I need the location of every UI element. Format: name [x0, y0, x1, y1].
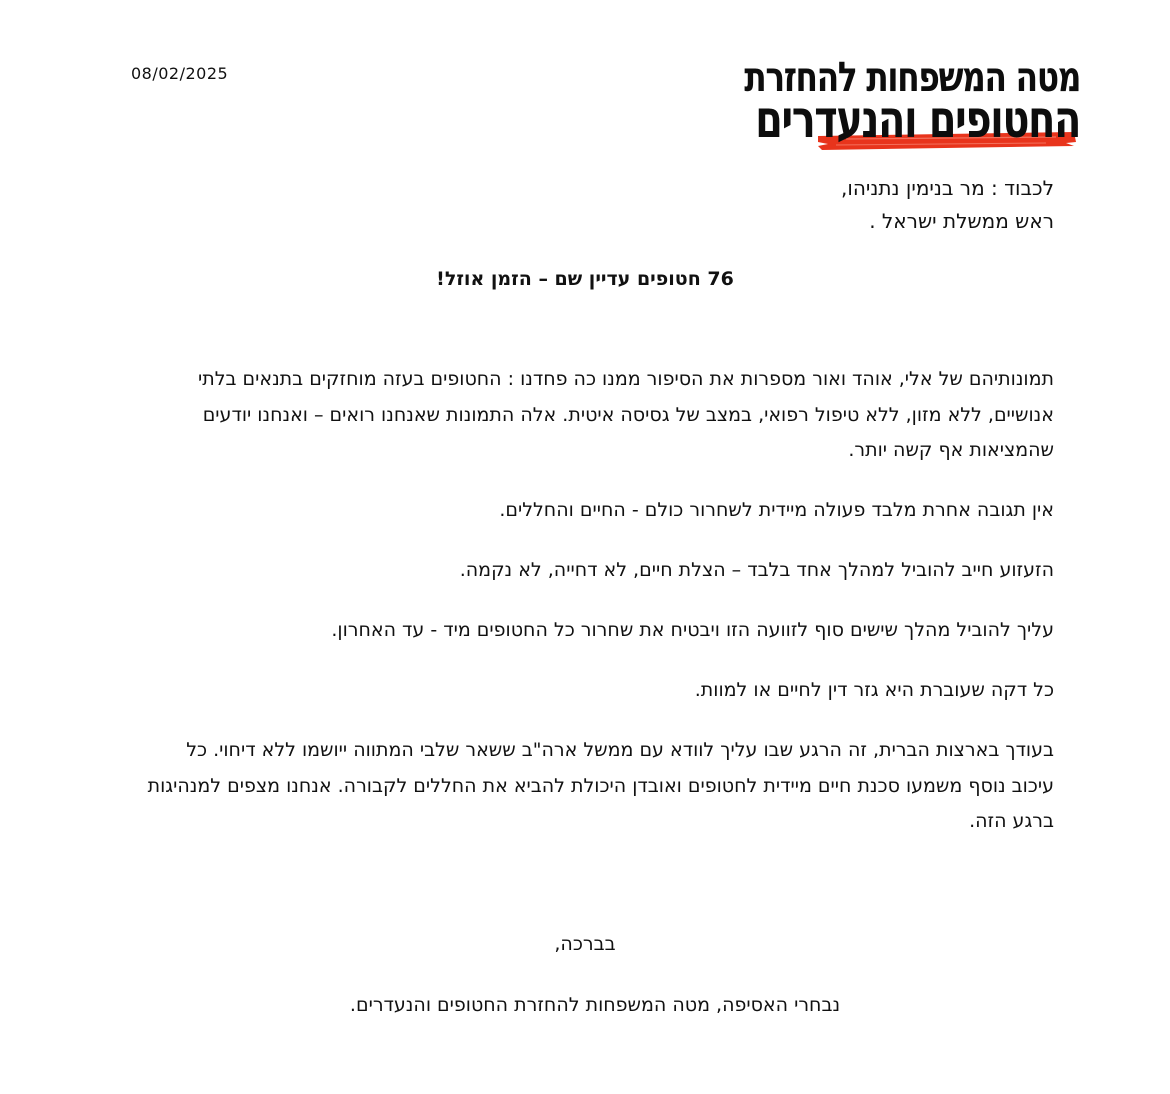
letter-title: 76 חטופים עדיין שם – הזמן אוזל! [436, 268, 734, 290]
logo-line-2: החטופים והנעדרים [755, 90, 1080, 150]
recipient-title: ראש ממשלת ישראל . [869, 209, 1054, 233]
logo-line-1: מטה המשפחות להחזרת [744, 52, 1080, 101]
letter-body [144, 362, 1054, 864]
body-paragraph: בעודך בארצות הברית, זה הרגע שבו עליך לוודא עם ממשל ארה"ב ששאר שלבי המתווה ייושמו ללא דיחוי. כל עיכוב נוסף משמעו סכנת חיים מיידית לחטופים ואובדן היכולת להביא את החללים לקבורה. אנחנו מצפים למנהיגות ברגע הזה. [147, 739, 1054, 832]
letter-date: 08/02/2025 [131, 64, 229, 83]
body-paragraph: אין תגובה אחרת מלבד פעולה מיידית לשחרור כולם - החיים והחללים. [499, 499, 1054, 521]
body-paragraph: תמונותיהם של אלי, אוהד ואור מספרות את הסיפור ממנו כה פחדנו : החטופים בעזה מוחזקים בתנאים בלתי אנושיים, ללא מזון, ללא טיפול רפואי, במצב של גסיסה איטית. אלה התמונות שאנחנו רואים – ואנחנו יודעים שהמציאות אף קשה יותר. [197, 368, 1054, 461]
recipient-name: לכבוד : מר בנימין נתניהו, [841, 176, 1054, 200]
body-paragraph: הזעזוע חייב להוביל למהלך אחד בלבד – הצלת חיים, לא דחייה, לא נקמה. [459, 559, 1054, 581]
body-paragraph: כל דקה שעוברת היא גזר דין לחיים או למוות. [694, 679, 1054, 701]
body-paragraph: עליך להוביל מהלך שישים סוף לזוועה הזו ויבטיח את שחרור כל החטופים מיד - עד האחרון. [331, 619, 1054, 641]
organization-logo [744, 52, 1084, 156]
letter-closing: בברכה, [554, 933, 616, 955]
letter-signature: נבחרי האסיפה, מטה המשפחות להחזרת החטופים והנעדרים. [349, 994, 841, 1016]
recipient-block [654, 172, 1054, 238]
